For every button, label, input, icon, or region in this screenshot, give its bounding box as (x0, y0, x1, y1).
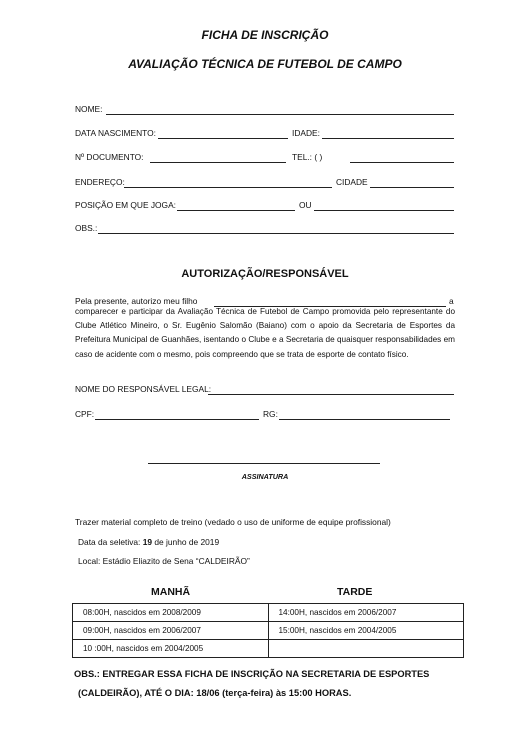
posicao-alt-field[interactable] (314, 210, 454, 211)
endereco-field[interactable] (124, 187, 332, 188)
schedule-cell: 10 :00H, nascidos em 2004/2005 (73, 640, 269, 658)
documento-label: Nº DOCUMENTO: (75, 152, 144, 162)
form-title: FICHA DE INSCRIÇÃO (201, 28, 329, 42)
schedule-cell: 08:00H, nascidos em 2008/2009 (73, 604, 269, 622)
signature-field[interactable] (148, 463, 380, 464)
tel-label: TEL.: ( ) (292, 152, 323, 162)
obs-field[interactable] (98, 233, 454, 234)
idade-label: IDADE: (292, 128, 320, 138)
morning-heading: MANHÃ (151, 586, 191, 598)
tel-field[interactable] (350, 162, 454, 163)
afternoon-heading: TARDE (337, 586, 373, 598)
data-nascimento-field[interactable] (158, 138, 288, 139)
ou-label: OU (299, 200, 312, 210)
nome-label: NOME: (75, 104, 103, 114)
schedule-cell (268, 640, 464, 658)
authorization-text: comparecer e participar da Avaliação Técnica de Futebol de Campo promovida pelo representante do Clube Atlético Mineiro, o Sr. Eugênio Salomão (Baiano) com o apoio da Secretaria de Esportes da Prefeitura Municipal de Guanhães, isentando o Clube e a Secretaria de quaisquer responsabilidades em caso de acidente com o mesmo, pois compreendo que se trata de esporte de contato físico. (75, 307, 455, 359)
signature-label: ASSINATURA (241, 472, 289, 481)
schedule-cell: 14:00H, nascidos em 2006/2007 (268, 604, 464, 622)
cidade-field[interactable] (370, 187, 454, 188)
local-text: Local: Estádio Eliazito de Sena “CALDEIRÃO” (78, 556, 250, 566)
seletiva-date-rest: de junho de 2019 (152, 537, 220, 547)
seletiva-date (78, 537, 219, 547)
responsavel-field[interactable] (208, 394, 454, 395)
schedule-cell: 15:00H, nascidos em 2004/2005 (268, 622, 464, 640)
table-row (73, 640, 464, 658)
posicao-label: POSIÇÃO EM QUE JOGA: (75, 200, 176, 210)
seletiva-date-day: 19 (142, 537, 153, 547)
rg-label: RG: (263, 409, 278, 419)
authorization-intro-end: a (449, 296, 454, 306)
material-note: Trazer material completo de treino (vedado o uso de uniforme de equipe profissional) (75, 517, 391, 527)
table-row (73, 622, 464, 640)
obs-footer-line2: (CALDEIRÃO), ATÉ O DIA: 18/06 (terça-feira) às 15:00 HORAS. (78, 688, 352, 698)
table-row (73, 604, 464, 622)
authorization-title: AUTORIZAÇÃO/RESPONSÁVEL (181, 268, 349, 280)
schedule-cell: 09:00H, nascidos em 2006/2007 (73, 622, 269, 640)
cidade-label: CIDADE (336, 177, 368, 187)
documento-field[interactable] (150, 162, 286, 163)
schedule-table (72, 603, 464, 658)
rg-field[interactable] (279, 419, 450, 420)
idade-field[interactable] (322, 138, 454, 139)
data-nascimento-label: DATA NASCIMENTO: (75, 128, 156, 138)
obs-footer-line1: OBS.: ENTREGAR ESSA FICHA DE INSCRIÇÃO NA SECRETARIA DE ESPORTES (74, 669, 430, 679)
posicao-field[interactable] (177, 210, 295, 211)
nome-field[interactable] (106, 114, 454, 115)
form-subtitle: AVALIAÇÃO TÉCNICA DE FUTEBOL DE CAMPO (128, 57, 402, 71)
endereco-label: ENDEREÇO: (75, 177, 125, 187)
cpf-label: CPF: (75, 409, 95, 419)
seletiva-date-label: Data da seletiva: (78, 537, 143, 547)
cpf-field[interactable] (95, 419, 259, 420)
responsavel-label: NOME DO RESPONSÁVEL LEGAL: (75, 384, 212, 394)
obs-label: OBS.: (75, 223, 98, 233)
authorization-intro: Pela presente, autorizo meu filho (75, 296, 198, 306)
